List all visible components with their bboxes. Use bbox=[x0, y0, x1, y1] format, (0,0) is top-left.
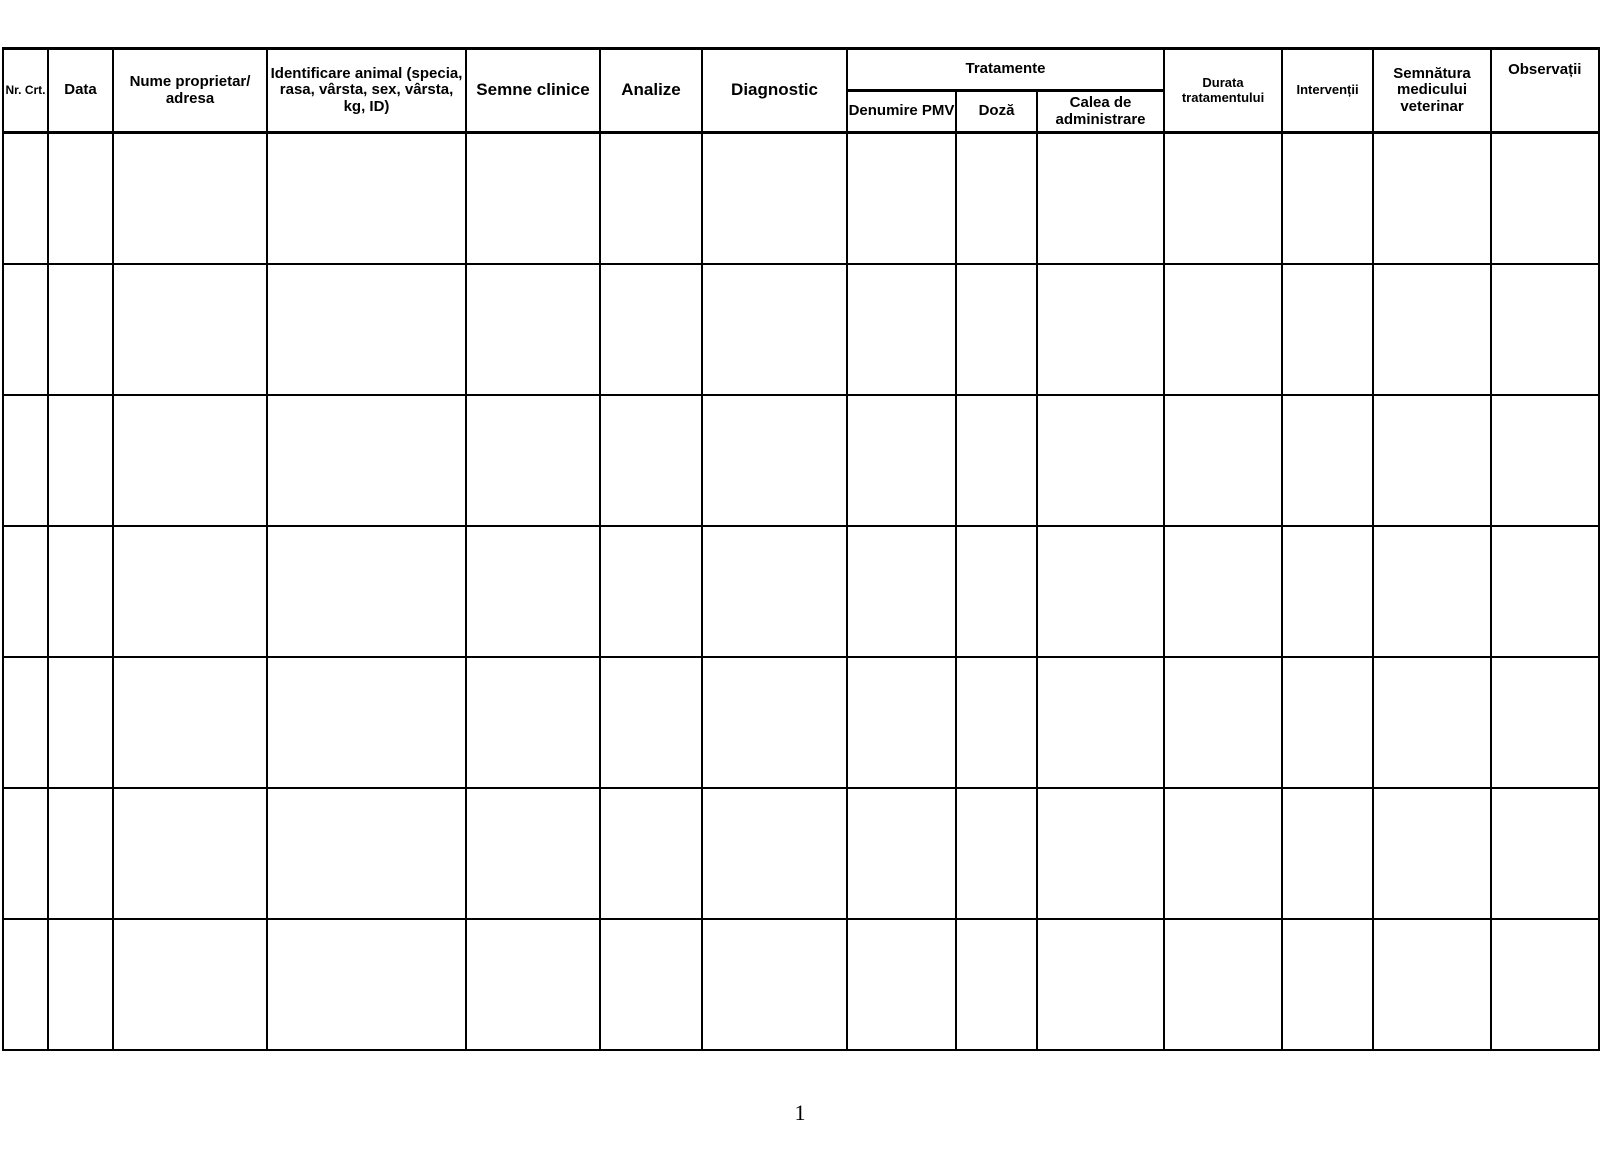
table-cell[interactable] bbox=[956, 919, 1037, 1050]
table-cell[interactable] bbox=[113, 919, 267, 1050]
header-interventii: Intervenții bbox=[1282, 49, 1373, 133]
table-cell[interactable] bbox=[267, 395, 466, 526]
table-cell[interactable] bbox=[1282, 395, 1373, 526]
header-denumire-pmv: Denumire PMV bbox=[847, 91, 956, 133]
table-row bbox=[3, 657, 1599, 788]
table-cell[interactable] bbox=[956, 264, 1037, 395]
table-cell[interactable] bbox=[1373, 264, 1491, 395]
table-cell[interactable] bbox=[113, 526, 267, 657]
table-row bbox=[3, 788, 1599, 919]
table-cell[interactable] bbox=[1164, 788, 1282, 919]
header-identificare-animal: Identificare animal (specia, rasa, vârsta, sex, vârsta, kg, ID) bbox=[267, 49, 466, 133]
table-cell[interactable] bbox=[1282, 133, 1373, 264]
table-cell[interactable] bbox=[702, 919, 847, 1050]
header-calea-de-administrare: Calea de administrare bbox=[1037, 91, 1164, 133]
table-row bbox=[3, 133, 1599, 264]
table-cell[interactable] bbox=[113, 657, 267, 788]
table-cell[interactable] bbox=[3, 788, 48, 919]
table-cell[interactable] bbox=[113, 788, 267, 919]
table-cell[interactable] bbox=[702, 526, 847, 657]
table-cell[interactable] bbox=[113, 264, 267, 395]
header-diagnostic: Diagnostic bbox=[702, 49, 847, 133]
table-cell[interactable] bbox=[847, 657, 956, 788]
table-cell[interactable] bbox=[48, 657, 113, 788]
table-cell[interactable] bbox=[466, 264, 600, 395]
table-cell[interactable] bbox=[1373, 657, 1491, 788]
table-cell[interactable] bbox=[267, 657, 466, 788]
table-cell[interactable] bbox=[702, 133, 847, 264]
table-cell[interactable] bbox=[48, 395, 113, 526]
table-cell[interactable] bbox=[847, 395, 956, 526]
table-cell[interactable] bbox=[1491, 264, 1599, 395]
table-cell[interactable] bbox=[3, 526, 48, 657]
table-cell[interactable] bbox=[3, 657, 48, 788]
table-cell[interactable] bbox=[847, 133, 956, 264]
header-nr-crt: Nr. Crt. bbox=[3, 49, 48, 133]
table-cell[interactable] bbox=[600, 264, 702, 395]
treatment-register-table bbox=[2, 47, 1600, 1051]
table-cell[interactable] bbox=[600, 133, 702, 264]
table-row bbox=[3, 264, 1599, 395]
table-cell[interactable] bbox=[1373, 526, 1491, 657]
table-cell[interactable] bbox=[600, 788, 702, 919]
table-cell[interactable] bbox=[847, 919, 956, 1050]
table-cell[interactable] bbox=[48, 788, 113, 919]
table-cell[interactable] bbox=[48, 133, 113, 264]
table-cell[interactable] bbox=[1373, 919, 1491, 1050]
table-cell[interactable] bbox=[1037, 526, 1164, 657]
table-cell[interactable] bbox=[48, 526, 113, 657]
table-cell[interactable] bbox=[1373, 133, 1491, 264]
table-cell[interactable] bbox=[702, 264, 847, 395]
table-cell[interactable] bbox=[267, 264, 466, 395]
table-cell[interactable] bbox=[1491, 526, 1599, 657]
table-cell[interactable] bbox=[466, 526, 600, 657]
table-row bbox=[3, 919, 1599, 1050]
table-cell[interactable] bbox=[1491, 788, 1599, 919]
header-data: Data bbox=[48, 49, 113, 133]
table-cell[interactable] bbox=[1164, 264, 1282, 395]
table-cell[interactable] bbox=[267, 526, 466, 657]
table-cell[interactable] bbox=[1037, 657, 1164, 788]
table-cell[interactable] bbox=[267, 919, 466, 1050]
table-cell[interactable] bbox=[1037, 919, 1164, 1050]
table-cell[interactable] bbox=[267, 788, 466, 919]
table-cell[interactable] bbox=[1373, 788, 1491, 919]
table-cell[interactable] bbox=[847, 264, 956, 395]
table-cell[interactable] bbox=[466, 788, 600, 919]
header-analize: Analize bbox=[600, 49, 702, 133]
header-observatii: Observații bbox=[1491, 49, 1599, 133]
table-cell[interactable] bbox=[1164, 526, 1282, 657]
table-cell[interactable] bbox=[1282, 264, 1373, 395]
table-row bbox=[3, 395, 1599, 526]
table-cell[interactable] bbox=[3, 395, 48, 526]
table-cell[interactable] bbox=[1164, 657, 1282, 788]
table-cell[interactable] bbox=[1491, 395, 1599, 526]
table-cell[interactable] bbox=[1491, 919, 1599, 1050]
table-cell[interactable] bbox=[956, 133, 1037, 264]
table-cell[interactable] bbox=[466, 133, 600, 264]
table-cell[interactable] bbox=[466, 657, 600, 788]
header-semnatura-medicului: Semnătura medicului veterinar bbox=[1373, 49, 1491, 133]
table-cell[interactable] bbox=[113, 133, 267, 264]
table-cell[interactable] bbox=[956, 395, 1037, 526]
table-cell[interactable] bbox=[600, 657, 702, 788]
table-cell[interactable] bbox=[1282, 657, 1373, 788]
table-cell[interactable] bbox=[956, 657, 1037, 788]
table-cell[interactable] bbox=[1164, 919, 1282, 1050]
table-cell[interactable] bbox=[466, 395, 600, 526]
table-header bbox=[3, 49, 1599, 133]
table-cell[interactable] bbox=[702, 395, 847, 526]
table-cell[interactable] bbox=[702, 657, 847, 788]
table-cell[interactable] bbox=[1037, 788, 1164, 919]
header-durata-tratamentului: Durata tratamentului bbox=[1164, 49, 1282, 133]
table-cell[interactable] bbox=[1164, 133, 1282, 264]
table-cell[interactable] bbox=[1491, 133, 1599, 264]
table-row bbox=[3, 526, 1599, 657]
table-cell[interactable] bbox=[1282, 526, 1373, 657]
table-cell[interactable] bbox=[600, 395, 702, 526]
table-cell[interactable] bbox=[48, 919, 113, 1050]
table-cell[interactable] bbox=[1037, 264, 1164, 395]
table-cell[interactable] bbox=[702, 788, 847, 919]
table-cell[interactable] bbox=[267, 133, 466, 264]
table-body bbox=[3, 133, 1599, 1050]
table-cell[interactable] bbox=[1282, 919, 1373, 1050]
table-cell[interactable] bbox=[3, 133, 48, 264]
table-cell[interactable] bbox=[48, 264, 113, 395]
table-cell[interactable] bbox=[1282, 788, 1373, 919]
table-cell[interactable] bbox=[1164, 395, 1282, 526]
table-cell[interactable] bbox=[956, 526, 1037, 657]
table-cell[interactable] bbox=[1373, 395, 1491, 526]
table-cell[interactable] bbox=[466, 919, 600, 1050]
table-cell[interactable] bbox=[956, 788, 1037, 919]
table-cell[interactable] bbox=[113, 395, 267, 526]
table-cell[interactable] bbox=[1037, 133, 1164, 264]
table-cell[interactable] bbox=[847, 788, 956, 919]
header-doza: Doză bbox=[956, 91, 1037, 133]
table-cell[interactable] bbox=[600, 526, 702, 657]
header-semne-clinice: Semne clinice bbox=[466, 49, 600, 133]
header-tratamente: Tratamente bbox=[847, 49, 1164, 91]
page-number: 1 bbox=[794, 1100, 806, 1125]
header-nume-proprietar: Nume proprietar/ adresa bbox=[113, 49, 267, 133]
table-cell[interactable] bbox=[1491, 657, 1599, 788]
table-cell[interactable] bbox=[3, 264, 48, 395]
table-cell[interactable] bbox=[600, 919, 702, 1050]
table-cell[interactable] bbox=[1037, 395, 1164, 526]
table-cell[interactable] bbox=[3, 919, 48, 1050]
table-cell[interactable] bbox=[847, 526, 956, 657]
